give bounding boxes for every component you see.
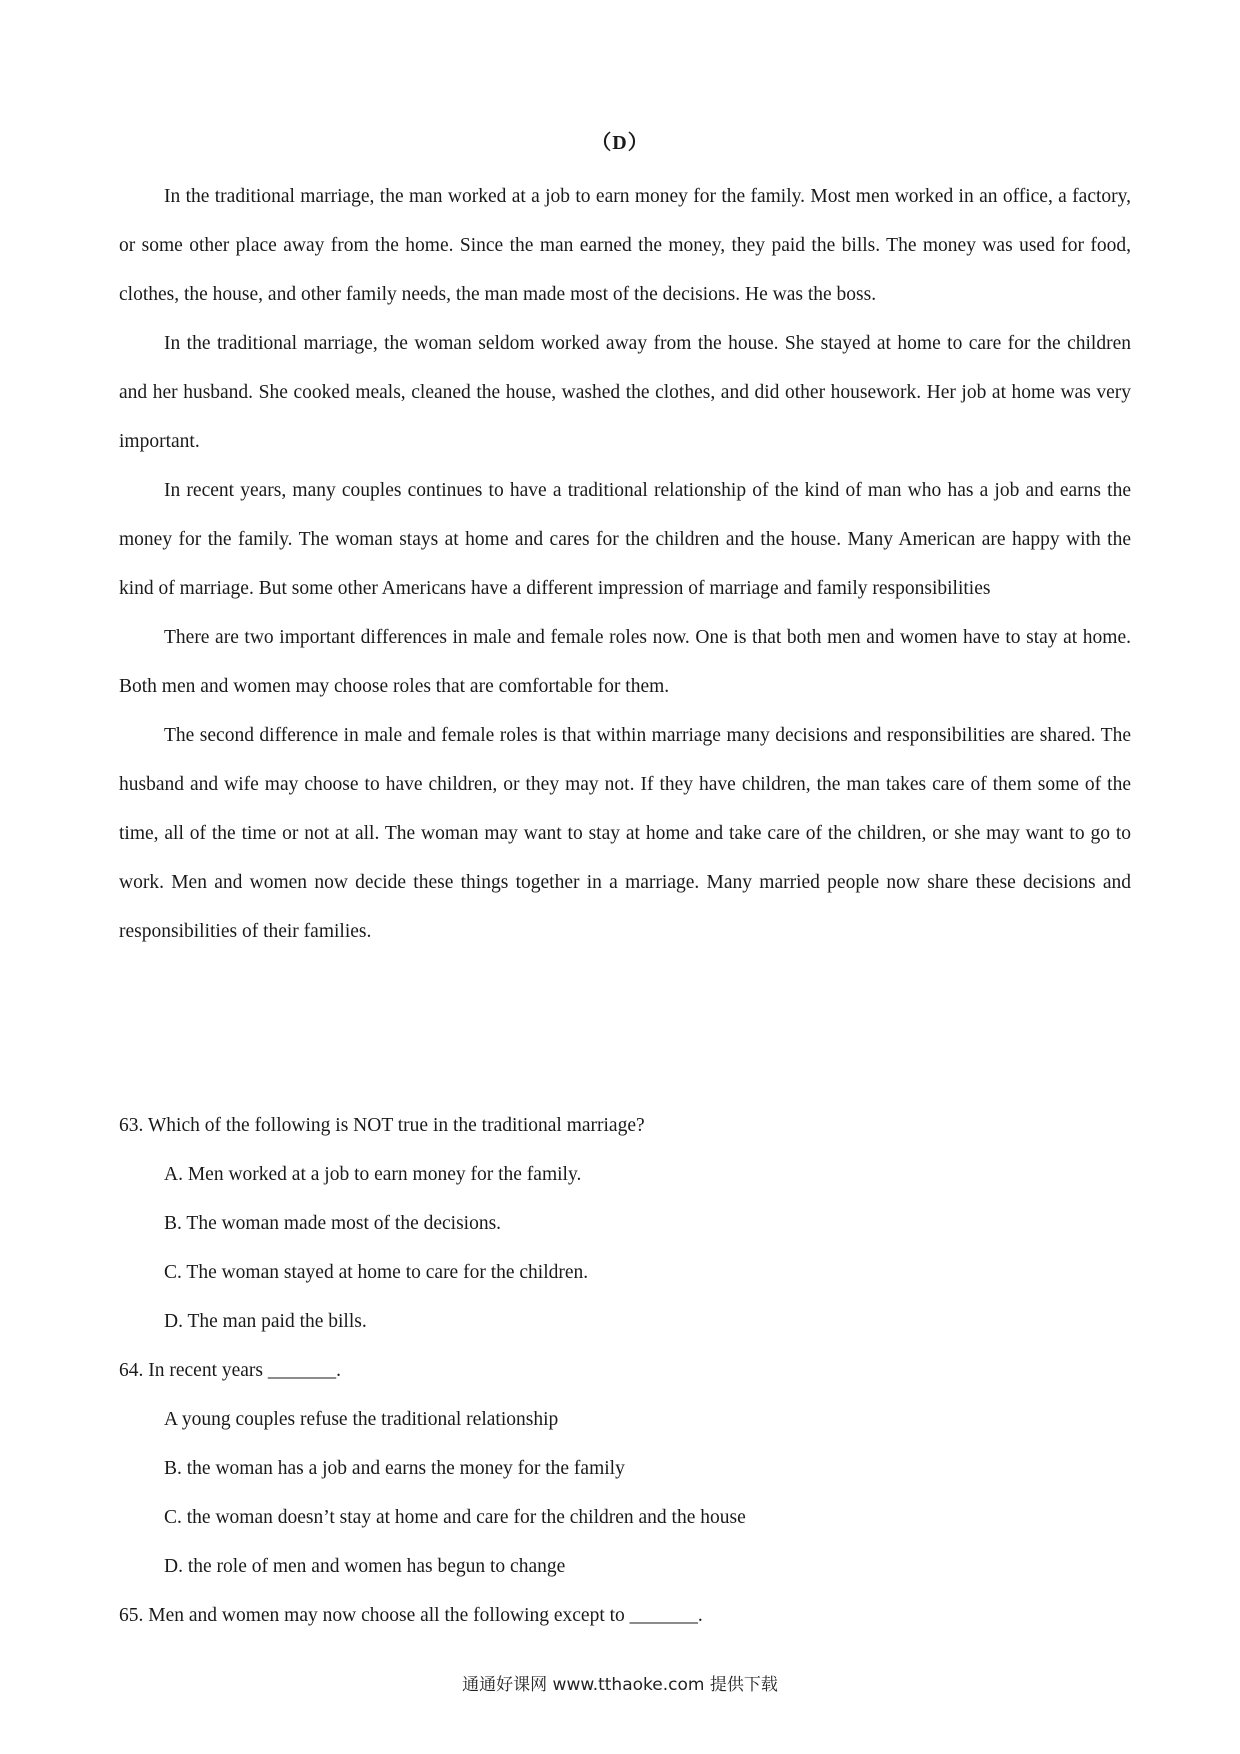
option-b: B. the woman has a job and earns the money for the family bbox=[164, 1458, 625, 1479]
option-d: D. The man paid the bills. bbox=[164, 1311, 367, 1332]
passage-paragraph-4: There are two important differences in male and female roles now. One is that both men and women have to stay at home. Both men and women may choose roles that are comfortable for them. bbox=[119, 627, 1131, 697]
option-a: A. Men worked at a job to earn money for the family. bbox=[164, 1164, 582, 1185]
question-63 bbox=[119, 1101, 1131, 1346]
option-a: A young couples refuse the traditional relationship bbox=[164, 1409, 559, 1430]
passage-paragraph-1: In the traditional marriage, the man worked at a job to earn money for the family. Most men worked in an office, a factory, or some other place away from the home. Since the man earned the money, they paid the bills. The money was used for food, clothes, the house, and other family needs, the man made most of the decisions. He was the boss. bbox=[119, 186, 1131, 305]
passage-paragraph-3: In recent years, many couples continues to have a traditional relationship of the kind of man who has a job and earns the money for the family. The woman stays at home and cares for the children and the house. Many American are happy with the kind of marriage. But some other Americans have a different impression of marriage and family responsibilities bbox=[119, 480, 1131, 599]
question-stem: 65. Men and women may now choose all the following except to _______. bbox=[119, 1605, 703, 1626]
page-footer: 通通好课网 www.tthaoke.com 提供下载 bbox=[462, 1675, 778, 1695]
section-title: （D） bbox=[591, 132, 649, 154]
reading-passage bbox=[119, 172, 1131, 956]
question-65 bbox=[119, 1591, 1131, 1640]
option-c: C. the woman doesn’t stay at home and care for the children and the house bbox=[164, 1507, 746, 1528]
option-c: C. The woman stayed at home to care for the children. bbox=[164, 1262, 589, 1283]
question-list bbox=[119, 1101, 1131, 1640]
question-64 bbox=[119, 1346, 1131, 1591]
question-stem: 63. Which of the following is NOT true in the traditional marriage? bbox=[119, 1115, 645, 1136]
passage-paragraph-2: In the traditional marriage, the woman seldom worked away from the house. She stayed at home to care for the children and her husband. She cooked meals, cleaned the house, washed the clothes, and did other housework. Her job at home was very important. bbox=[119, 333, 1131, 452]
question-stem: 64. In recent years _______. bbox=[119, 1360, 342, 1381]
option-d: D. the role of men and women has begun to change bbox=[164, 1556, 566, 1577]
option-b: B. The woman made most of the decisions. bbox=[164, 1213, 502, 1234]
passage-paragraph-5: The second difference in male and female roles is that within marriage many decisions and responsibilities are shared. The husband and wife may choose to have children, or they may not. If they have children, the man takes care of them some of the time, all of the time or not at all. The woman may want to stay at home and take care of the children, or she may want to go to work. Men and women now decide these things together in a marriage. Many married people now share these decisions and responsibilities of their families. bbox=[119, 725, 1131, 942]
